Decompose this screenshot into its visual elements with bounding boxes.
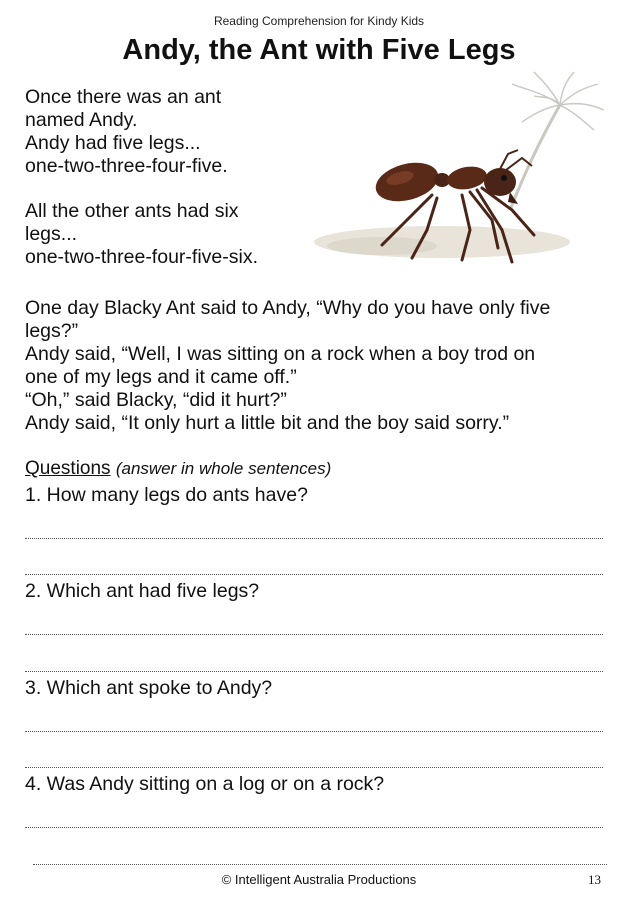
question-4: 4. Was Andy sitting on a log or on a rock? [25, 773, 385, 795]
page-number: 13 [588, 872, 601, 887]
question-3: 3. Which ant spoke to Andy? [25, 677, 273, 699]
question-2: 2. Which ant had five legs? [25, 580, 260, 602]
questions-note: (answer in whole sentences) [115, 459, 332, 478]
story-paragraph-1 [25, 86, 228, 178]
story-line: legs... [25, 223, 78, 245]
answer-line[interactable] [25, 767, 603, 768]
answer-line[interactable] [25, 827, 603, 828]
story-line: legs?” [25, 320, 79, 342]
story-line: Andy had five legs... [25, 132, 201, 154]
answer-line[interactable] [25, 538, 603, 539]
footer-copyright: © Intelligent Australia Productions [221, 872, 417, 887]
story-line: All the other ants had six [25, 200, 239, 222]
story-paragraph-3 [25, 297, 550, 435]
story-line: “Oh,” said Blacky, “did it hurt?” [25, 389, 287, 411]
story-line: one of my legs and it came off.” [25, 366, 297, 388]
story-paragraph-2 [25, 200, 258, 269]
story-line: one-two-three-four-five-six. [25, 246, 258, 268]
story-line: one-two-three-four-five. [25, 155, 228, 177]
header-subtitle: Reading Comprehension for Kindy Kids [213, 14, 425, 28]
answer-line[interactable] [25, 634, 603, 635]
story-line: Once there was an ant [25, 86, 222, 108]
questions-label: Questions [25, 458, 111, 479]
question-1: 1. How many legs do ants have? [25, 484, 308, 506]
footer-divider [33, 864, 607, 865]
story-line: Andy said, “It only hurt a little bit and the boy said sorry.” [25, 412, 510, 434]
story-line: named Andy. [25, 109, 138, 131]
ant-carrying-dandelion-seed-icon [312, 70, 608, 280]
story-line: Andy said, “Well, I was sitting on a rock when a boy trod on [25, 343, 536, 365]
answer-line[interactable] [25, 574, 603, 575]
answer-line[interactable] [25, 731, 603, 732]
questions-heading [25, 458, 331, 480]
story-line: One day Blacky Ant said to Andy, “Why do you have only five [25, 297, 551, 319]
page-title: Andy, the Ant with Five Legs [122, 34, 516, 66]
answer-line[interactable] [25, 671, 603, 672]
